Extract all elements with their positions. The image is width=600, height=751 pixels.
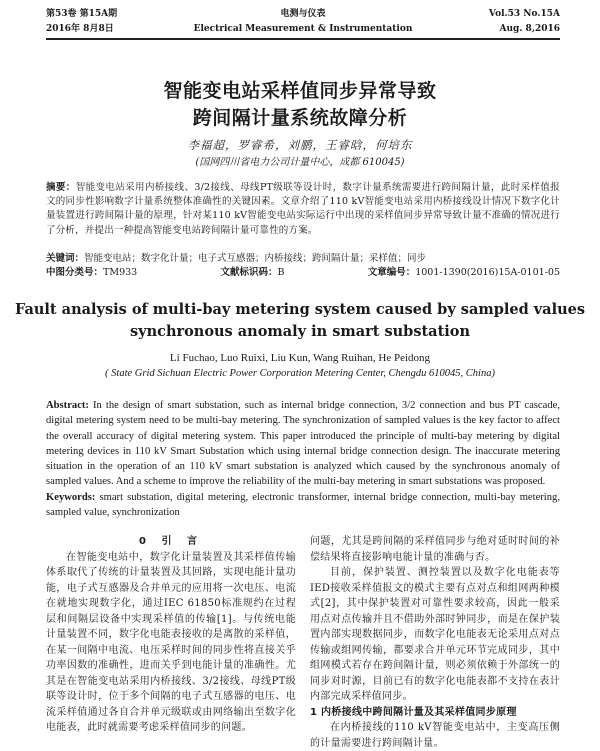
doc-code <box>220 266 284 280</box>
abstract-cn-label: 摘要： <box>46 182 76 193</box>
article-label: 文章编号： <box>367 267 416 278</box>
intro-heading: 0 引 言 <box>139 536 203 547</box>
class-label: 中图分类号： <box>46 267 104 278</box>
keywords-cn-text: 智能变电站；数字化计量；电子式互感器；内桥接线；跨间隔计量；采样值；同步 <box>84 253 427 264</box>
header-journal-cn: 电测与仪表 <box>280 9 326 19</box>
keywords-cn-label: 关键词： <box>46 253 85 264</box>
keywords-en-label: Keywords: <box>46 492 96 503</box>
classification-row <box>46 266 560 280</box>
abstract-cn-text: 智能变电站采用内桥接线、3/2接线、母线PT级联等设计时，数字计量系统需要进行跨间隔计量，此时采样值报文的同步性影响数字计量系统整体准确性的关键因素。文章介绍了110 kV智能变电站采用内桥接线设计情况下数字化计量装置进行跨间隔计量的原理，针对某110 kV智能变电站实际运行中出现的采样值同步异常导致计量不准确的情况进行了分析，并提出一种提高智能变电站跨间隔计量可靠性的方案。 <box>46 182 560 236</box>
title-cn-line1: 智能变电站采样值同步异常导致 <box>163 80 437 102</box>
body-column-left <box>46 534 296 733</box>
title-en-line2: synchronous anomaly in smart substation <box>129 323 470 340</box>
article-number <box>368 266 560 280</box>
right-paragraph-1: 问题，尤其是跨间隔的采样值同步与绝对延时时间的补偿结果将直接影响电能计量的准确与否。 <box>310 536 560 563</box>
affiliation-en: ( State Grid Sichuan Electric Power Corporation Metering Center, Chengdu 610045, China) <box>105 368 495 379</box>
title-en <box>0 299 600 343</box>
affiliation-cn: (国网四川省电力公司计量中心，成都 610045) <box>195 157 405 168</box>
header-journal-en: Electrical Measurement & Instrumentation <box>193 24 413 34</box>
intro-paragraph: 在智能变电站中，数字化计量装置及其采样值传输体系取代了传统的计量装置及其回路，实现电能计量功能，电子式互感器及合并单元的应用将一次电压、电流在就地实现数字化，通过IEC 61850标准规约在过程层和间隔层设备中实现采样值的传输[1]。与传统电能计量装置不同，数字化电能表接收的是离散的采样值，在某一间隔中电流、电压采样时间的同步性将直接关乎功率因数的准确性，进而关乎到电能计量的准确性。尤其是在智能变电站采用内桥接线、3/2接线、母线PT级联等设计时，位于多个间隔的电子式互感器的电压、电流采样值通过各自合并单元级联或由网络输出至数字化电能表，此时就需要考虑采样值同步的问题。 <box>46 551 296 733</box>
header-volume-cn: 第53卷 第15A期 <box>46 9 118 19</box>
section1-paragraph: 在内桥接线的110 kV智能变电站中，主变高压侧的计量需要进行跨间隔计量。 <box>310 722 560 749</box>
section1-heading: 1 内桥接线中跨间隔计量及其采样值同步原理 <box>310 706 517 718</box>
keywords-en-text: smart substation, digital metering, electronic transformer, internal bridge connection, multi-bay metering, sampled value, synchronization <box>46 492 560 519</box>
doc-value: B <box>277 267 285 278</box>
authors-en: Li Fuchao, Luo Ruixi, Liu Kun, Wang Ruihan, He Peidong <box>169 352 431 364</box>
header-date-en: Aug. 8,2016 <box>499 24 560 34</box>
right-paragraph-2: 目前，保护装置、测控装置以及数字化电能表等IED接收采样值报文的模式主要有点对点和组网两种模式[2]，其中保护装置对可靠性要求较高，因此一般采用点对点传输并且不借助外部时钟同步，而是在保护装置内部实现数据同步，而数字化电能表无论采用点对点传输或组网传输，都要求合并单元环节完成同步，其中组网模式若存在跨间隔计量，则必须依赖于外部统一的同步对时源，目前已有的数字化电能表都不支持在表计内部完成采样值同步。 <box>310 567 560 702</box>
header-volume-en: Vol.53 No.15A <box>488 9 560 19</box>
title-cn-line2: 跨间隔计量系统故障分析 <box>192 107 408 129</box>
body-column-right <box>310 534 560 749</box>
abstract-en <box>46 398 560 490</box>
abstract-cn <box>46 181 560 238</box>
class-number <box>46 266 137 280</box>
class-value: TM933 <box>103 267 138 278</box>
abstract-en-text: In the design of smart substation, such as internal bridge connection, 3/2 connection and bus PT cascade, digital metering system need to be multi-bay metering. The synchronization of sampled values is the key factor to affect the overall accuracy of digital metering system. This paper introduced the principle of multi-bay metering by digital metering devices in 110 kV Smart Substation which using internal bridge connection design. The inaccurate metering situation in the operation of an 110 kV smart substation is analyzed which caused by the synchronous anomaly of sampled values. And a scheme to improve the reliability of the multi-bay metering in smart substations was proposed. <box>46 400 560 488</box>
keywords-cn <box>46 252 560 266</box>
title-en-line1: Fault analysis of multi-bay metering system caused by sampled values <box>14 301 586 318</box>
title-cn <box>0 78 600 132</box>
header-date-cn: 2016年 8月8日 <box>46 24 114 34</box>
authors-cn: 李福超，罗睿希，刘鹏，王睿晗，何培东 <box>187 138 413 152</box>
running-header <box>46 8 560 42</box>
doc-label: 文献标识码： <box>220 267 278 278</box>
abstract-en-label: Abstract: <box>46 400 89 411</box>
article-value: 1001-1390(2016)15A-0101-05 <box>415 267 560 278</box>
keywords-en <box>46 490 560 521</box>
header-rule <box>46 38 560 40</box>
